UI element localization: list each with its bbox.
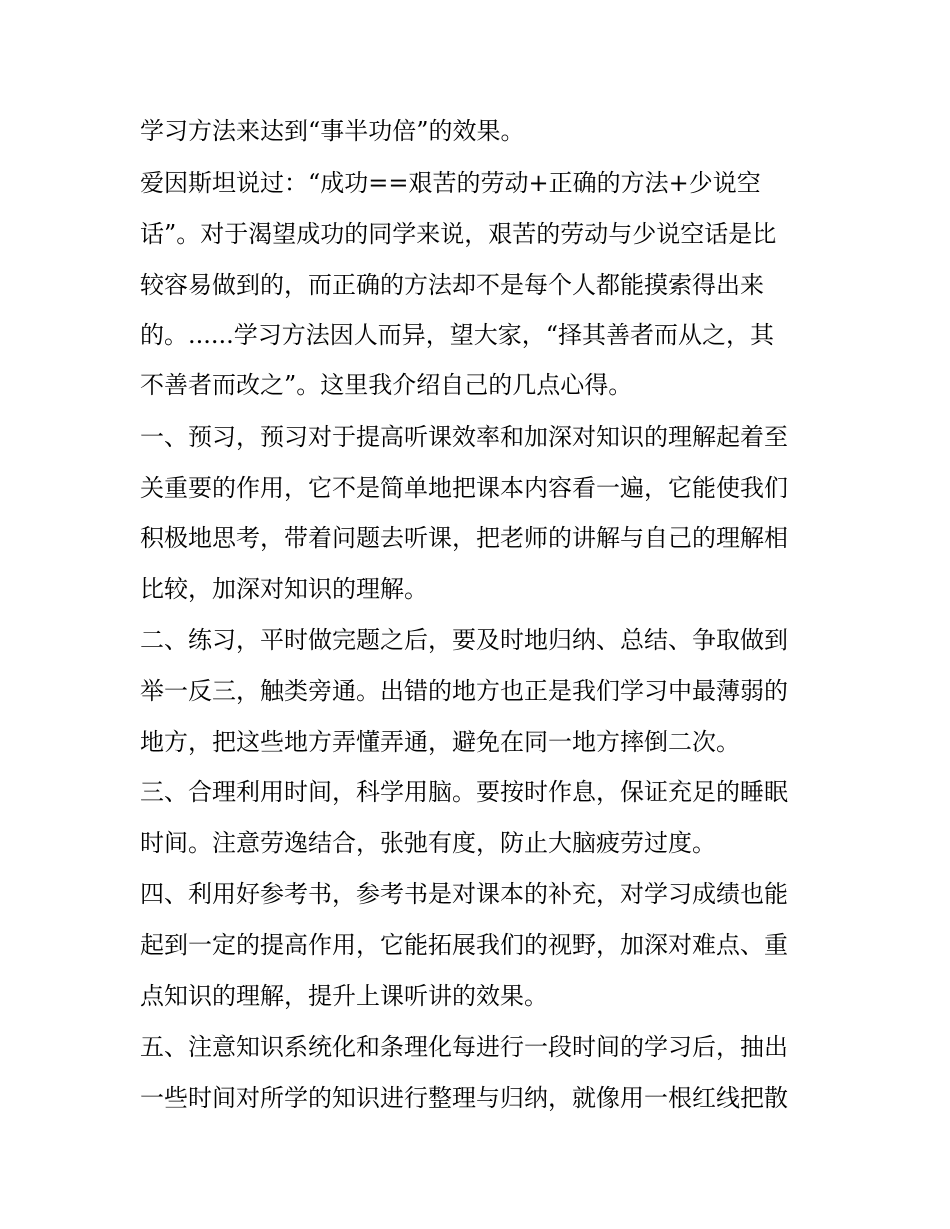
- text-line: 不善者而改之”。这里我介绍自己的几点心得。: [140, 371, 633, 399]
- text-line: 的。......学习方法因人而异，望大家，“择其善者而从之，其: [140, 321, 775, 349]
- text-line: 五、注意知识系统化和条理化每进行一段时间的学习后，抽出: [140, 1033, 788, 1061]
- text-line: 关重要的作用，它不是简单地把课本内容看一遍，它能使我们: [140, 474, 788, 502]
- text-line: 积极地思考，带着问题去听课，把老师的讲解与自己的理解相: [140, 524, 788, 552]
- text-line: 较容易做到的，而正确的方法却不是每个人都能摸索得出来: [140, 271, 764, 299]
- text-line: 起到一定的提高作用，它能拓展我们的视野，加深对难点、重: [140, 931, 788, 959]
- text-line: 二、练习，平时做完题之后，要及时地归纳、总结、争取做到: [140, 626, 788, 654]
- text-line: 四、利用好参考书，参考书是对课本的补充，对学习成绩也能: [140, 880, 788, 908]
- text-line: 一些时间对所学的知识进行整理与归纳，就像用一根红线把散: [140, 1084, 788, 1112]
- text-line: 一、预习，预习对于提高听课效率和加深对知识的理解起着至: [140, 423, 788, 451]
- text-line: 学习方法来达到“事半功倍”的效果。: [140, 117, 525, 145]
- text-line: 话”。对于渴望成功的同学来说，艰苦的劳动与少说空话是比: [140, 220, 777, 248]
- text-line: 点知识的理解，提升上课听讲的效果。: [140, 982, 548, 1010]
- text-line: 时间。注意劳逸结合，张弛有度，防止大脑疲劳过度。: [140, 829, 716, 857]
- text-line: 比较，加深对知识的理解。: [140, 575, 428, 603]
- text-line: 爱因斯坦说过：“成功==艰苦的劳动+正确的方法+少说空: [140, 169, 761, 197]
- text-line: 地方，把这些地方弄懂弄通，避免在同一地方摔倒二次。: [140, 728, 740, 756]
- text-line: 三、合理利用时间，科学用脑。要按时作息，保证充足的睡眠: [140, 778, 788, 806]
- text-line: 举一反三，触类旁通。出错的地方也正是我们学习中最薄弱的: [140, 677, 788, 705]
